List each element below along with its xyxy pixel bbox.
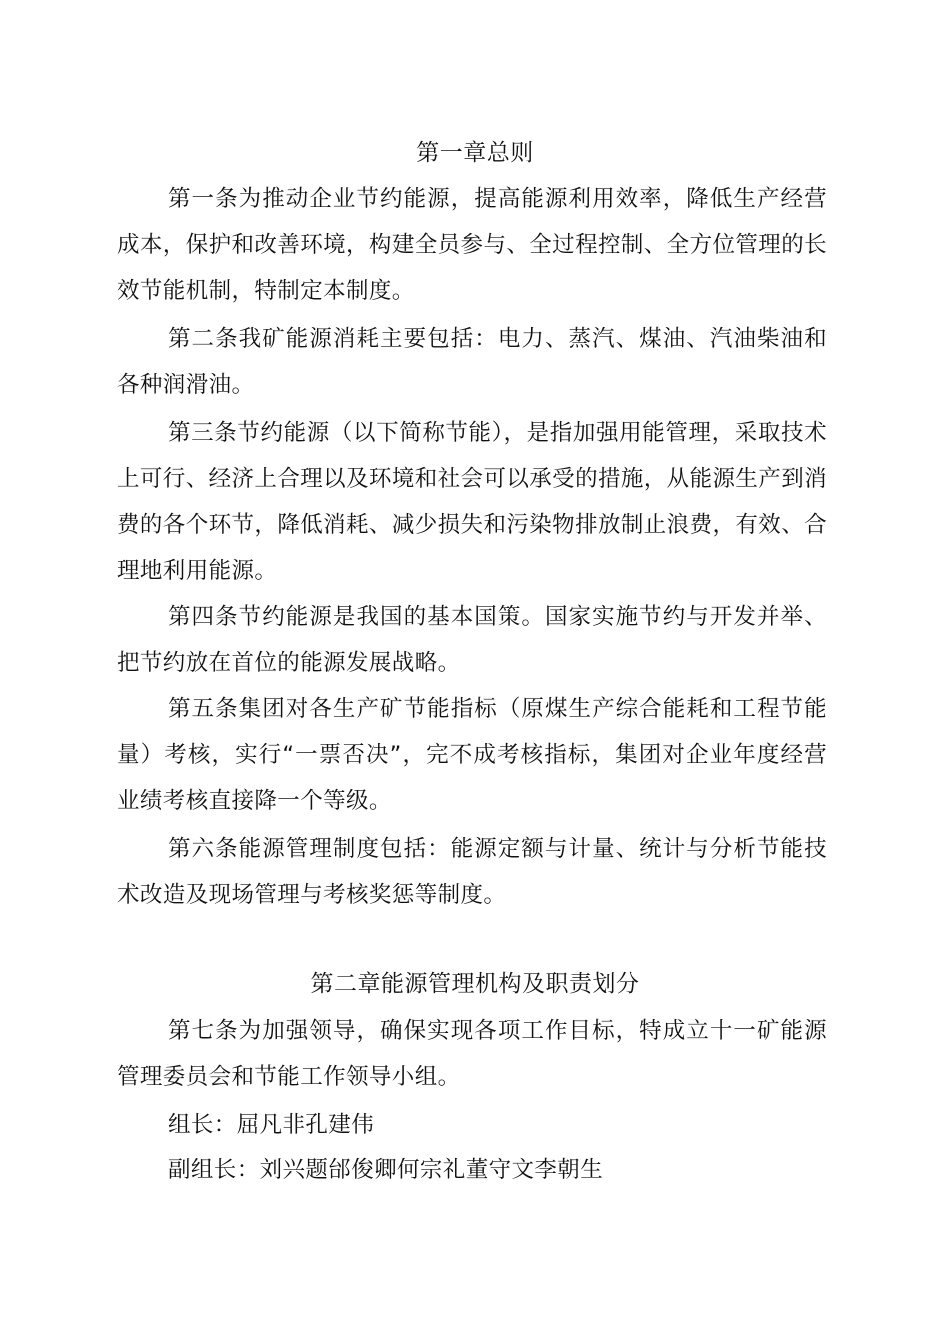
team-leader-line: 组长：屈凡非孔建伟 (168, 1112, 375, 1138)
article-1: 第一条为推动企业节约能源，提高能源利用效率，降低生产经营成本，保护和改善环境，构建全员参与、全过程控制、全方位管理的长效节能机制，特制定本制度。 (117, 186, 827, 304)
article-6: 第六条能源管理制度包括：能源定额与计量、统计与分析节能技术改造及现场管理与考核奖惩等制度。 (117, 836, 827, 908)
article-3: 第三条节约能源（以下简称节能），是指加强用能管理，采取技术上可行、经济上合理以及环境和社会可以承受的措施，从能源生产到消费的各个环节，降低消耗、减少损失和污染物排放制止浪费，有效、合理地利用能源。 (117, 420, 827, 584)
article-7: 第七条为加强领导，确保实现各项工作目标，特成立十一矿能源管理委员会和节能工作领导小组。 (117, 1018, 827, 1090)
chapter-1-title: 第一章总则 (416, 140, 534, 166)
article-2: 第二条我矿能源消耗主要包括：电力、蒸汽、煤油、汽油柴油和各种润滑油。 (117, 326, 827, 398)
article-5: 第五条集团对各生产矿节能指标（原煤生产综合能耗和工程节能量）考核，实行“一票否决”，完不成考核指标，集团对企业年度经营业绩考核直接降一个等级。 (117, 696, 827, 814)
deputy-leader-line: 副组长：刘兴题邰俊卿何宗礼董守文李朝生 (168, 1157, 604, 1183)
article-4: 第四条节约能源是我国的基本国策。国家实施节约与开发并举、把节约放在首位的能源发展战略。 (117, 604, 827, 676)
chapter-2-title: 第二章能源管理机构及职责划分 (310, 971, 640, 997)
